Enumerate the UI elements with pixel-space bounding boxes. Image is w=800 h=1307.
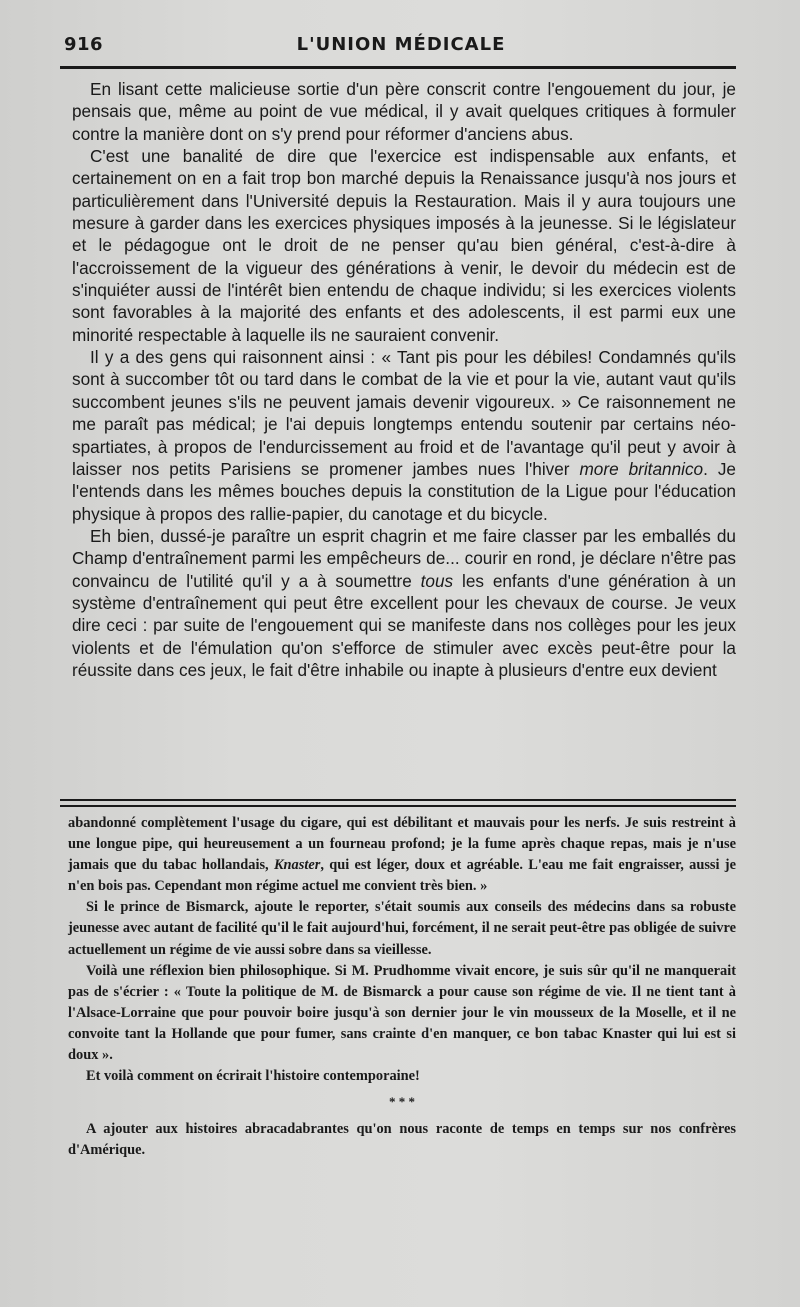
asterism-ornament: * * * <box>389 1094 415 1110</box>
paragraph <box>72 346 736 525</box>
footnote-rule <box>60 805 736 807</box>
footnote-paragraph: Si le prince de Bismarck, ajoute le reporter, s'était soumis aux conseils des médecins dans sa robuste jeunesse avec autant de facilité qu'il le fait aujourd'hui, forcément, il ne serait peut-être pas obligée de suivre actuellement un régime de vie aussi sobre dans sa vieillesse. <box>68 899 736 958</box>
italic-text: Knaster <box>273 857 321 874</box>
paragraph-text: les enfants d'une génération à un système d'entraînement qui peut être excellent pour les chevaux de course. Je veux dire ceci : par suite de l'engouement qui se manifeste dans nos collèges pour les jeux violents et de l'émulation qu'on s'efforce de stimuler avec excès peut-être pour la réussite dans ces jeux, le fait d'être inhabile ou inapte à plusieurs d'entre eux devient <box>72 570 736 680</box>
paragraph <box>72 525 736 681</box>
footnote-paragraph: Et voilà comment on écrirait l'histoire contemporaine! <box>86 1068 420 1085</box>
paragraph: C'est une banalité de dire que l'exercice est indispensable aux enfants, et certainement on en a fait trop bon marché depuis la Renaissance jusqu'à nos jours et particulièrement dans l'Université depuis la Restauration. Mais il y aura toujours une mesure à garder dans les exercices physiques imposés à la jeunesse. Si le législateur et le pédagogue ont le droit de ne penser qu'au bien général, c'est-à-dire à l'accroissement de la vigueur des générations à venir, le devoir du médecin est de s'inquiéter aussi de l'intérêt bien entendu de chaque individu; si les exercices violents sont favorables à la majorité des enfants et des adolescents, il est parmi eux une minorité respectable à laquelle ils ne sauraient convenir. <box>72 146 736 345</box>
footnote-paragraph <box>68 813 736 897</box>
running-title: L'UNION MÉDICALE <box>296 34 506 55</box>
paragraph-text: Eh bien, dussé-je paraître un esprit chagrin et me faire classer par les emballés du Champ d'entraînement parmi les empêcheurs de... courir en rond, je déclare n'être pas convaincu de l'utilité qu'il y a à soumettre <box>72 525 736 591</box>
footnote-paragraph: Voilà une réflexion bien philosophique. Si M. Prudhomme vivait encore, je suis sûr qu'il ne manquerait pas de s'écrier : « Toute la politique de M. de Bismarck a pour cause son régime de vie. Il ne tient tant à l'Alsace-Lorraine que pour pouvoir boire jusqu'à son dernier jour le vin mousseux de la Moselle, et il ne convoite tant la Hollande que pour fumer, sans crainte d'en manquer, ce bon tabac Knaster qui lui est si doux ». <box>68 962 736 1064</box>
footnotes <box>68 813 736 1161</box>
footnote-paragraph: A ajouter aux histoires abracadabrantes qu'on nous raconte de temps en temps sur nos confrères d'Amérique. <box>68 1121 736 1159</box>
page-header <box>64 30 738 60</box>
main-text <box>72 78 736 681</box>
header-rule <box>60 66 736 69</box>
paragraph: En lisant cette malicieuse sortie d'un père conscrit contre l'engouement du jour, je pensais que, même au point de vue médical, il y avait quelques critiques à formuler contre la manière dont on s'y prend pour réformer d'anciens abus. <box>72 79 736 144</box>
paragraph-text: Il y a des gens qui raisonnent ainsi : « Tant pis pour les débiles! Condamnés qu'ils sont à succomber tôt ou tard dans le combat de la vie et pour la vie, autant vaut qu'ils succombent jeunes s'ils ne peuvent jamais devenir vigoureux. » Ce raisonnement ne me paraît pas médical; je l'ai depuis longtemps entendu soutenir par certains néo-spartiates, à propos de l'endurcissement au froid et de l'avantage qu'il peut y avoir à laisser nos petits Parisiens se promener jambes nues l'hiver <box>72 347 736 479</box>
italic-text: tous <box>420 570 454 591</box>
footnote-rule <box>60 799 736 801</box>
italic-text: more britannico <box>579 458 704 479</box>
paragraph-text: . Je l'entends dans les mêmes bouches depuis la constitution de la Ligue pour l'éducation physique à propos des rallie-papier, du canotage et du bicycle. <box>72 458 736 524</box>
footnote-text: abandonné complètement l'usage du cigare, qui est débilitant et mauvais pour les nerfs. Je suis restreint à une longue pipe, qui heureusement a un fourneau profond; je la fume après chaque repas, mais je n'use jamais que du tabac hollandais, <box>68 815 736 874</box>
page-number: 916 <box>64 34 104 55</box>
footnote-text: , qui est léger, doux et agréable. L'eau me fait engraisser, aussi je n'en bois pas. Cependant mon régime actuel me convient très bien. » <box>68 857 736 895</box>
